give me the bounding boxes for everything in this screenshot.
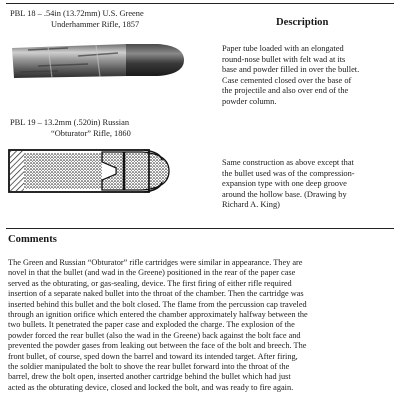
comments-line: front bullet, of course, sped down the barrel and toward its intended target. After firing, [8,351,298,361]
description-heading: Description [276,17,329,28]
comments-line: prevented the powder gases from leaking out between the face of the bolt and breech. The [8,341,307,351]
comments-line: novel in that the bullet (and wad in the Greene) positioned in the rear of the paper case [8,268,296,278]
pbl18-description-line: powder column. [222,96,277,106]
top-rule [6,3,394,4]
pbl19-caption-line2: “Obturator” Rifle, 1860 [51,128,131,138]
comments-line: the soldier manipulated the bolt to shove the rear bullet forward into the throat of the [8,362,290,372]
comments-line: inserted behind this bullet and the bolt closed. The flame from the percussion cap traveled [8,299,307,309]
comments-line: served as the obturating, or gas-sealing, device. The first firing of either rifle required [8,278,292,288]
comments-body [8,258,396,393]
pbl18-caption [10,9,210,30]
comments-line: two bullets. It penetrated the paper case and exploded the charge. The explosion of the [8,320,295,330]
pbl19-description-line: the bullet used was of the compression- [222,168,355,178]
pbl18-caption-line2: Underhammer Rifle, 1857 [51,19,140,29]
comments-line: The Green and Russian “Obturator” rifle cartridges were similar in appearance. They are [8,258,303,267]
pbl18-description-line: round-nose bullet with felt wad at its [222,54,346,64]
comments-rule [6,228,394,229]
pbl18-description [222,44,398,108]
pbl19-caption-line1: PBL 19 – 13.2mm (.520in) Russian [10,118,130,127]
pbl18-caption-line1: PBL 18 – .54in (13.72mm) U.S. Greene [10,9,144,18]
comments-heading: Comments [8,234,57,245]
pbl19-description-line: Same construction as above except that [222,158,354,167]
pbl18-description-line: Case cemented closed over the base of [222,75,352,85]
pbl18-description-line: base and powder filled in over the bullet. [222,65,360,75]
pbl19-description-line: Richard A. King) [222,200,280,210]
pbl18-description-line: the projectile and also over end of the [222,86,349,96]
comments-line: powder forced the rear bullet (also the wad in the Greene) back against the bolt face and [8,330,301,340]
pbl19-caption [10,118,210,139]
pbl19-cartridge-drawing [6,144,174,206]
pbl19-description [222,158,398,211]
comments-line: acted as the obturating device, closed and locked the bolt, and was ready to fire again. [8,382,294,392]
pbl18-description-line: Paper tube loaded with an elongated [222,44,344,53]
comments-line: insertion of a separate naked bullet into the throat of the chamber. Then the cartridge was [8,289,304,299]
comments-line: barrel, drew the bolt open, inserted another cartridge behind the bullet which had just [8,372,291,382]
pbl18-cartridge-photo [8,36,186,84]
pbl19-description-line: expansion type with one deep groove [222,179,347,189]
pbl19-description-line: around the hollow base. (Drawing by [222,189,347,199]
comments-line: through an ignition orifice which entered the chamber approximately halfway between the [8,310,308,320]
